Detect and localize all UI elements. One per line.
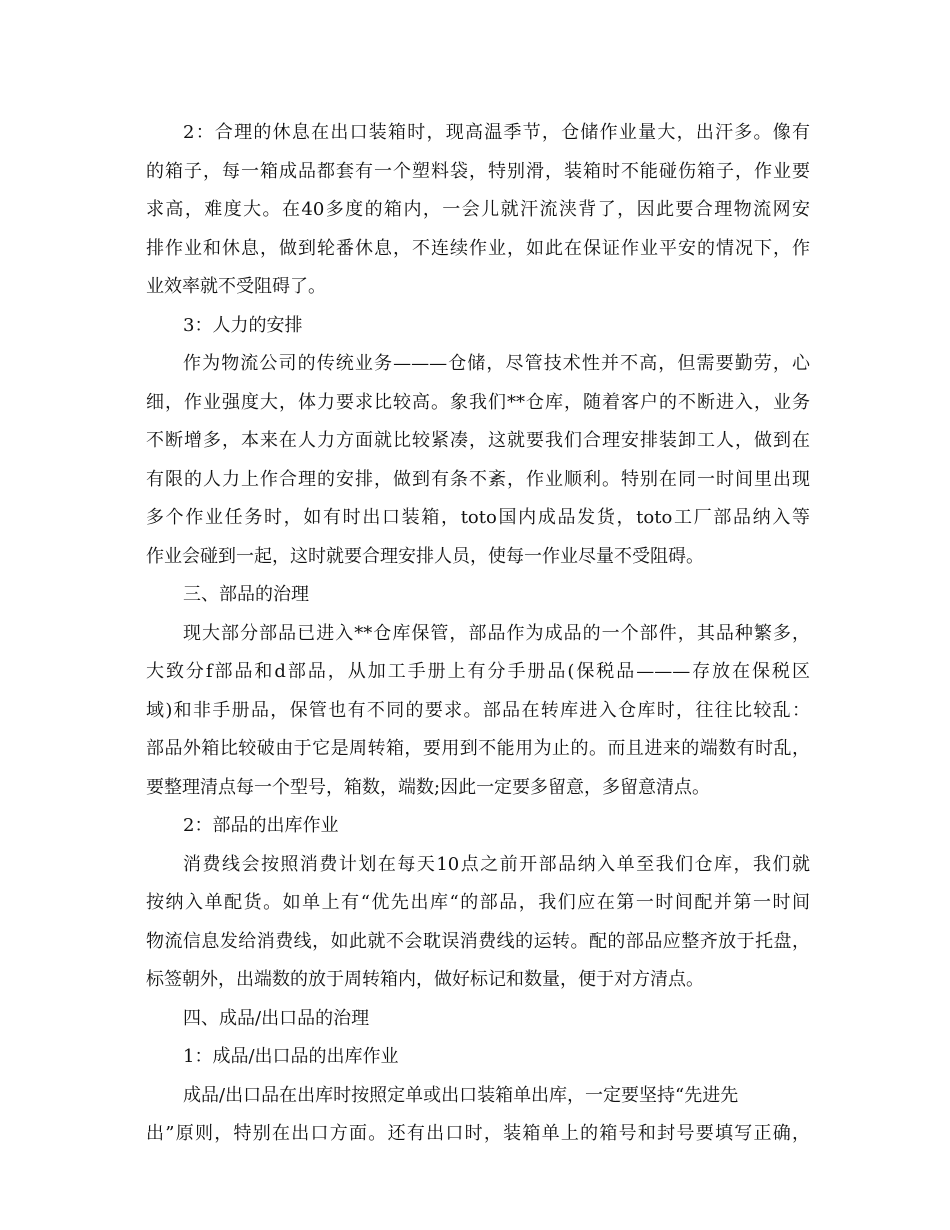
text-line: 1：成品/出口品的出库作业 [183, 1046, 399, 1067]
text-line: 作为物流公司的传统业务———仓储，尽管技术性并不高，但需要勤劳，心 [183, 353, 810, 374]
text-line: 标签朝外，出端数的放于周转箱内，做好标记和数量，便于对方清点。 [146, 969, 704, 990]
text-line: 3：人力的安排 [183, 314, 303, 336]
text-line: 三、部品的治理 [183, 584, 309, 605]
text-line: 大致分f部品和d部品，从加工手册上有分手册品(保税品———存放在保税区 [146, 661, 810, 682]
text-line: 排作业和休息，做到轮番休息，不连续作业，如此在保证作业平安的情况下，作 [146, 237, 810, 259]
text-line: 2：部品的出库作业 [183, 815, 339, 836]
text-line: 成品/出口品在出库时按照定单或出口装箱单出库，一定要坚持“先进先 [183, 1084, 739, 1106]
text-line: 的箱子，每一箱成品都套有一个塑料袋，特别滑，装箱时不能碰伤箱子，作业要 [146, 160, 810, 182]
text-line: 业效率就不受阻碍了。 [146, 276, 326, 297]
text-line: 部品外箱比较破由于它是周转箱，要用到不能用为止的。而且进来的端数有时乱， [146, 738, 810, 759]
text-line: 域)和非手册品，保管也有不同的要求。部品在转库进入仓库时，往往比较乱： [146, 699, 810, 721]
text-line: 现大部分部品已进入**仓库保管，部品作为成品的一个部件，其品种繁多， [183, 622, 810, 644]
text-line: 按纳入单配货。如单上有“优先出库“的部品，我们应在第一时间配并第一时间 [146, 892, 810, 913]
text-line: 作业会碰到一起，这时就要合理安排人员，使每一作业尽量不受阻碍。 [146, 545, 704, 567]
text-line: 2：合理的休息在出口装箱时，现高温季节，仓储作业量大，出汗多。像有 [183, 122, 810, 143]
text-line: 细，作业强度大，体力要求比较高。象我们**仓库，随着客户的不断进入，业务 [146, 391, 810, 413]
text-line: 要整理清点每一个型号，箱数，端数;因此一定要多留意，多留意清点。 [146, 776, 711, 798]
text-line: 求高，难度大。在40多度的箱内，一会儿就汗流浃背了，因此要合理物流网安 [146, 199, 810, 220]
text-line: 四、成品/出口品的治理 [183, 1007, 370, 1029]
text-line: 消费线会按照消费计划在每天10点之前开部品纳入单至我们仓库，我们就 [183, 853, 810, 875]
text-line: 出”原则，特别在出口方面。还有出口时，装箱单上的箱号和封号要填写正确， [146, 1123, 810, 1144]
text-line: 有限的人力上作合理的安排，做到有条不紊，作业顺利。特别在同一时间里出现 [146, 468, 810, 490]
text-line: 物流信息发给消费线，如此就不会耽误消费线的运转。配的部品应整齐放于托盘， [146, 930, 810, 952]
document-body [146, 114, 810, 1154]
text-line: 多个作业任务时，如有时出口装箱，toto国内成品发货，toto工厂部品纳入等 [146, 507, 810, 528]
text-line: 不断增多，本来在人力方面就比较紧凑，这就要我们合理安排装卸工人，做到在 [146, 430, 810, 451]
